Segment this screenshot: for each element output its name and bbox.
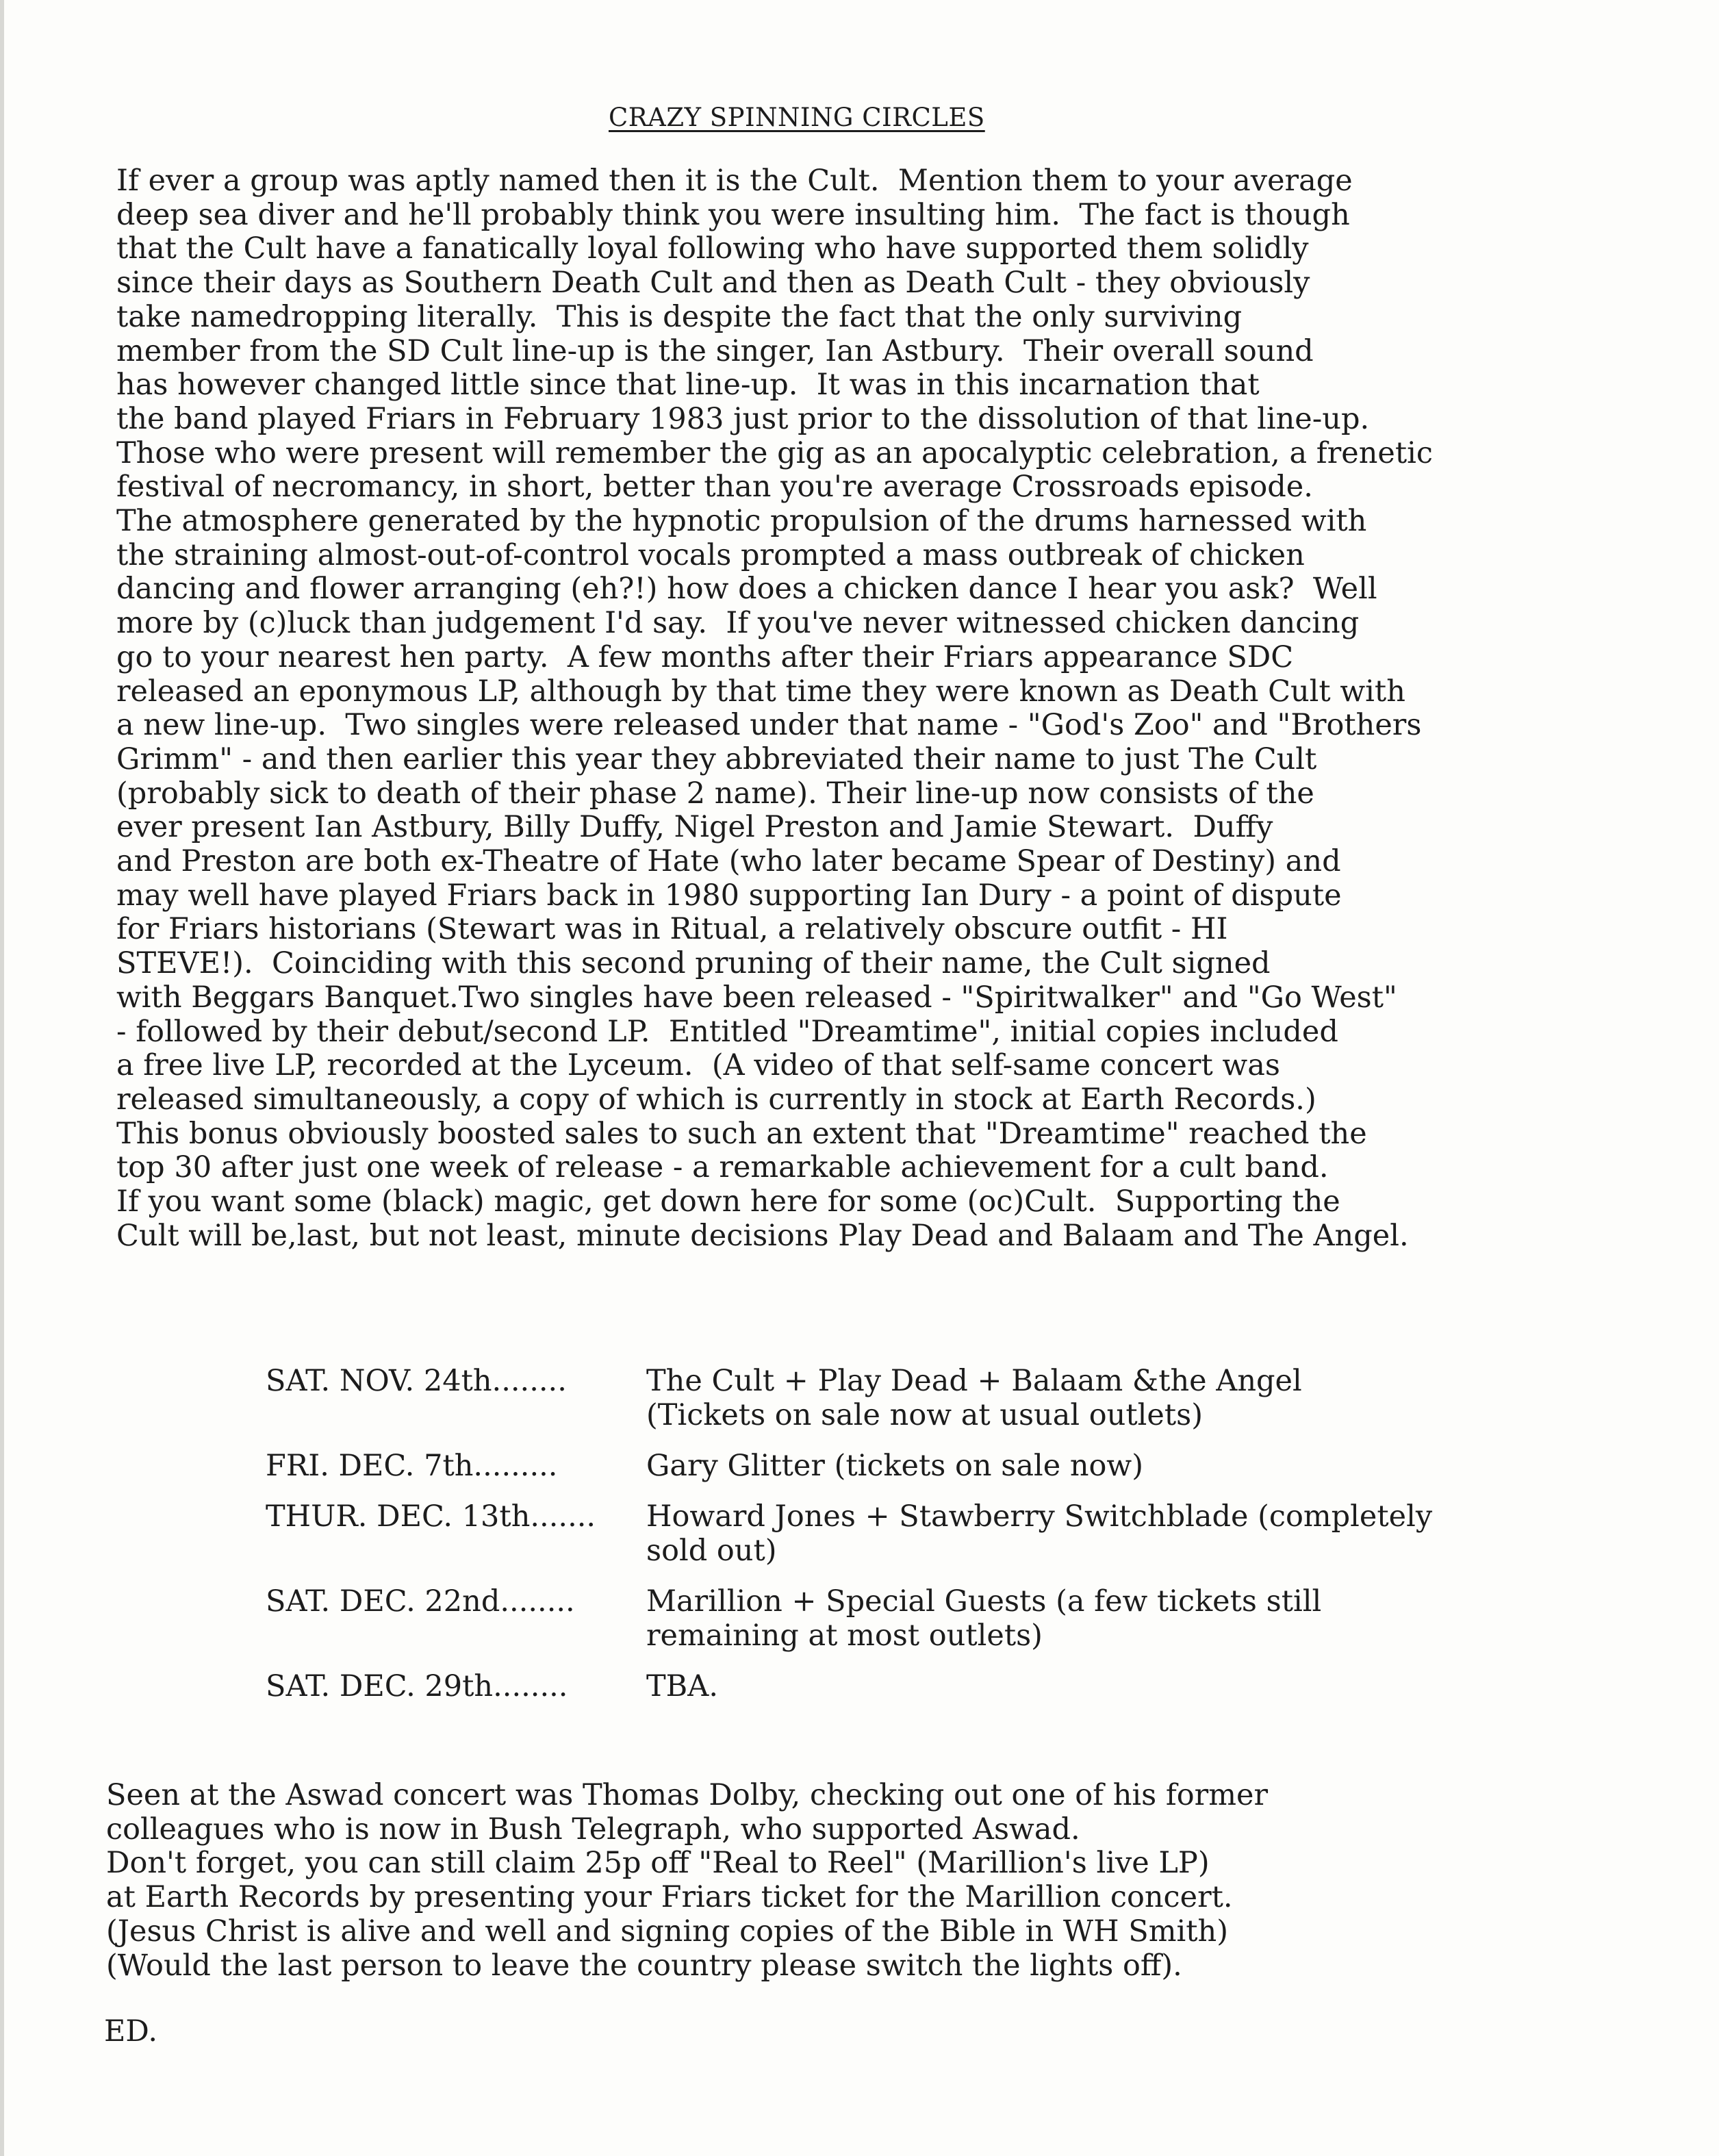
article-line: dancing and flower arranging (eh?!) how does a chicken dance I hear you ask? Well (116, 572, 1377, 607)
note-line: (Jesus Christ is alive and well and signing copies of the Bible in WH Smith) (106, 1914, 1229, 1949)
article-line: If you want some (black) magic, get down here for some (oc)Cult. Supporting the (116, 1184, 1340, 1219)
note-line: Seen at the Aswad concert was Thomas Dolby, checking out one of his former (106, 1778, 1269, 1812)
article-line: festival of necromancy, in short, better than you're average Crossroads episode. (116, 470, 1313, 505)
article-line: has however changed little since that line-up. It was in this incarnation that (116, 368, 1260, 403)
event-date: THUR. DEC. 13th....... (266, 1499, 596, 1534)
article-line: take namedropping literally. This is despite the fact that the only surviving (116, 299, 1243, 334)
article-line: Those who were present will remember the gig as an apocalyptic celebration, a frenetic (116, 435, 1433, 470)
article-line: the band played Friars in February 1983 just prior to the dissolution of that line-up. (116, 401, 1370, 436)
note-line: colleagues who is now in Bush Telegraph, who supported Aswad. (106, 1812, 1080, 1847)
article-line: ever present Ian Astbury, Billy Duffy, Nigel Preston and Jamie Stewart. Duffy (116, 810, 1273, 845)
article-line: deep sea diver and he'll probably think you were insulting him. The fact is though (116, 197, 1350, 232)
page-title: CRAZY SPINNING CIRCLES (609, 103, 985, 132)
note-line: (Would the last person to leave the country please switch the lights off). (106, 1948, 1182, 1983)
schedule-entry (266, 1584, 1566, 1653)
article-line: a new line-up. Two singles were released under that name - "God's Zoo" and "Brothers (116, 708, 1422, 743)
article-line: The atmosphere generated by the hypnotic propulsion of the drums harnessed with (116, 504, 1367, 539)
article-line: member from the SD Cult line-up is the singer, Ian Astbury. Their overall sound (116, 333, 1314, 368)
note-line: at Earth Records by presenting your Friars ticket for the Marillion concert. (106, 1880, 1233, 1915)
article-line: since their days as Southern Death Cult and then as Death Cult - they obviously (116, 266, 1310, 301)
event-date: FRI. DEC. 7th......... (266, 1449, 558, 1483)
article-line: that the Cult have a fanatically loyal following who have supported them solidly (116, 231, 1309, 266)
article-line: top 30 after just one week of release - a remarkable achievement for a cult band. (116, 1150, 1329, 1185)
article-line: go to your nearest hen party. A few months after their Friars appearance SDC (116, 639, 1294, 674)
schedule-entry (266, 1364, 1566, 1432)
article-line: If ever a group was aptly named then it is the Cult. Mention them to your average (116, 164, 1353, 198)
event-date: SAT. DEC. 29th........ (266, 1669, 568, 1703)
article-body (116, 164, 1622, 1254)
event-description-line: Marillion + Special Guests (a few tickets still (646, 1584, 1322, 1619)
event-date: SAT. NOV. 24th........ (266, 1364, 567, 1398)
event-description-line: remaining at most outlets) (646, 1619, 1043, 1653)
event-description-line: sold out) (646, 1534, 777, 1568)
event-description-line: TBA. (646, 1669, 719, 1703)
article-line: Cult will be,last, but not least, minute decisions Play Dead and Balaam and The Angel. (116, 1218, 1409, 1253)
event-description-line: Howard Jones + Stawberry Switchblade (completely (646, 1499, 1433, 1534)
note-line: Don't forget, you can still claim 25p off "Real to Reel" (Marillion's live LP) (106, 1846, 1210, 1881)
article-line: more by (c)luck than judgement I'd say. If you've never witnessed chicken dancing (116, 606, 1360, 641)
event-date: SAT. DEC. 22nd........ (266, 1584, 575, 1619)
event-description-line: (Tickets on sale now at usual outlets) (646, 1398, 1203, 1432)
event-description-line: The Cult + Play Dead + Balaam &the Angel (646, 1364, 1302, 1398)
article-line: released an eponymous LP, although by that time they were known as Death Cult with (116, 674, 1405, 709)
event-description (646, 1449, 1143, 1483)
article-line: STEVE!). Coinciding with this second pruning of their name, the Cult signed (116, 946, 1271, 981)
page-edge (0, 0, 4, 2156)
article-line: released simultaneously, a copy of which is currently in stock at Earth Records.) (116, 1082, 1316, 1117)
event-description (646, 1584, 1321, 1653)
article-line: and Preston are both ex-Theatre of Hate (who later became Spear of Destiny) and (116, 844, 1341, 879)
article-line: the straining almost-out-of-control vocals prompted a mass outbreak of chicken (116, 537, 1305, 572)
schedule-entry (266, 1449, 1566, 1483)
article-line: may well have played Friars back in 1980 supporting Ian Dury - a point of dispute (116, 878, 1342, 913)
article-line: Grimm" - and then earlier this year they abbreviated their name to just The Cult (116, 741, 1317, 776)
schedule-entry (266, 1499, 1566, 1568)
schedule-entry (266, 1669, 1566, 1703)
notes-section (106, 1779, 1646, 1983)
article-line: This bonus obviously boosted sales to such an extent that "Dreamtime" reached the (116, 1116, 1367, 1151)
article-line: (probably sick to death of their phase 2 name). Their line-up now consists of the (116, 776, 1314, 811)
article-line: a free live LP, recorded at the Lyceum. (A video of that self-same concert was (116, 1048, 1280, 1083)
event-description (646, 1364, 1302, 1432)
article-line: - followed by their debut/second LP. Entitled "Dreamtime", initial copies included (116, 1014, 1338, 1049)
gig-schedule (266, 1364, 1566, 1720)
signoff: ED. (104, 2014, 158, 2049)
article-line: for Friars historians (Stewart was in Ritual, a relatively obscure outfit - HI (116, 912, 1228, 947)
article-line: with Beggars Banquet.Two singles have been released - "Spiritwalker" and "Go West" (116, 980, 1397, 1015)
event-description (646, 1669, 718, 1703)
event-description-line: Gary Glitter (tickets on sale now) (646, 1449, 1143, 1483)
event-description (646, 1499, 1432, 1568)
